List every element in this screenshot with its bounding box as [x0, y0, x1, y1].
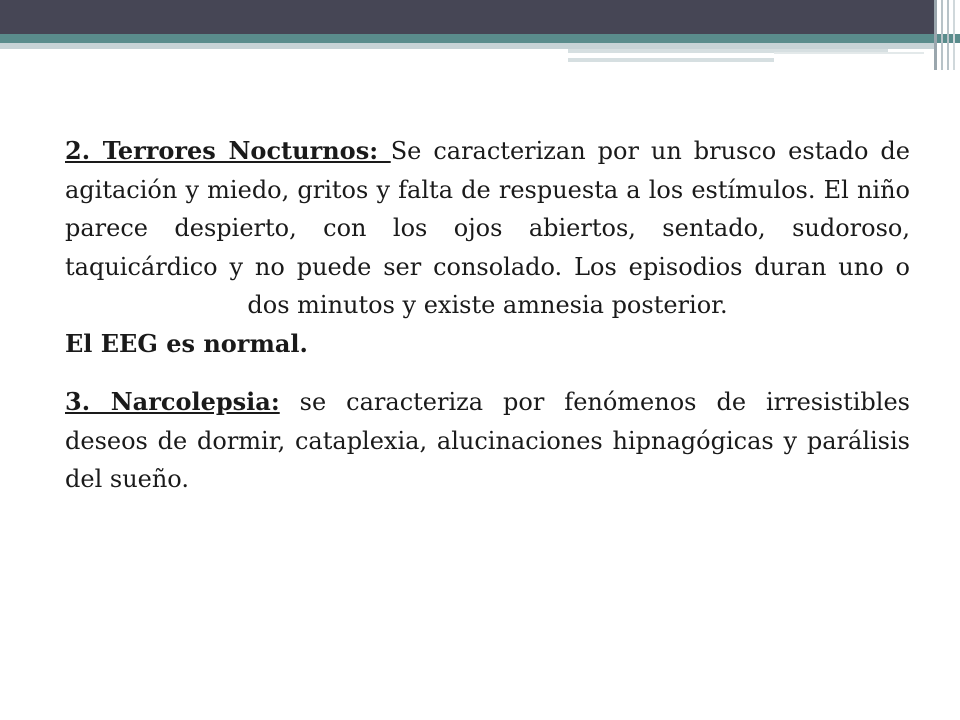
section-narcolepsia — [65, 383, 910, 499]
slide-body — [65, 132, 910, 499]
header-accent-line — [774, 52, 924, 54]
section-text: Se caracterizan por un brusco estado de agitación y miedo, gritos y falta de respuesta a los estímulos. El niño parece despierto, con los ojos abiertos, sentado, sudoroso, taquicárdico y no puede ser consolado. Los episodios duran uno o dos minutos y existe amnesia posterior. — [65, 137, 910, 319]
header-dark-bar — [0, 0, 935, 34]
section-heading: 2. Terrores Nocturnos: — [65, 136, 391, 165]
eeg-note: El EEG es normal. — [65, 328, 308, 358]
section-terrores-nocturnos — [65, 132, 910, 325]
header-teal-bar — [0, 34, 960, 43]
section-heading: 3. Narcolepsia: — [65, 387, 280, 416]
header-accent-line — [568, 58, 774, 62]
section-text: se caracteriza por fenómenos de irresistibles deseos de dormir, cataplexia, alucinaciones hipnagógicas y parálisis del sueño. — [65, 388, 910, 493]
header-edge-lines — [934, 0, 956, 70]
